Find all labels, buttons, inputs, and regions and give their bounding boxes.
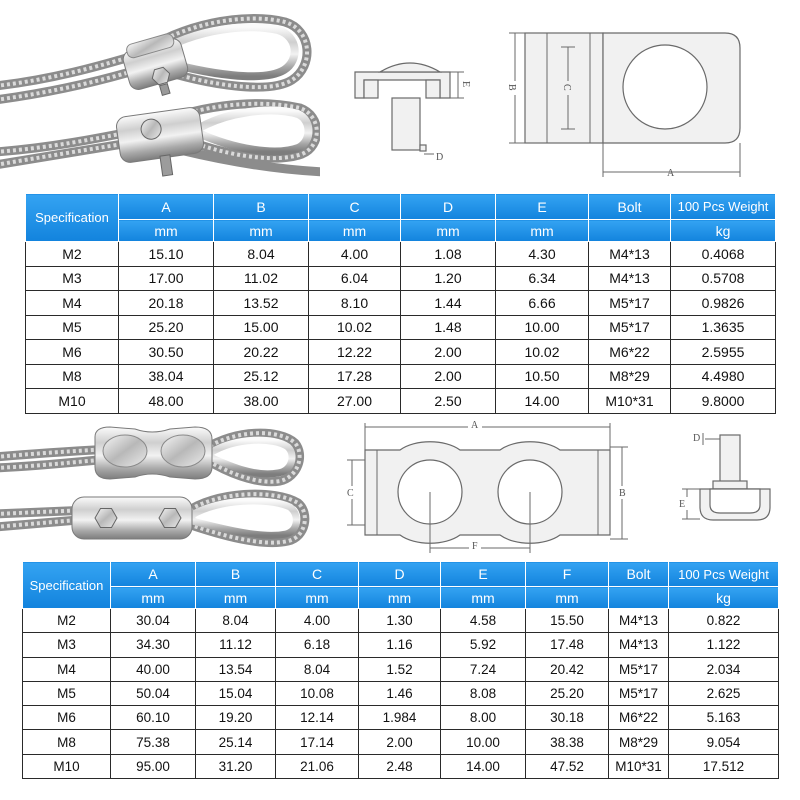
spec-cell: M6 — [26, 340, 119, 365]
weight-cell: 9.054 — [669, 730, 779, 754]
weight-cell: 5.163 — [669, 706, 779, 730]
spec-cell: M3 — [26, 266, 119, 291]
dimension-cell: 30.04 — [111, 609, 196, 633]
dimension-cell: 1.46 — [359, 681, 441, 705]
clip-cap-inner — [710, 489, 760, 513]
weight-cell: 0.822 — [669, 609, 779, 633]
column-header-c: C — [276, 562, 359, 587]
duplex-clip-photo — [0, 415, 320, 560]
dimension-cell: 6.18 — [276, 633, 359, 657]
table-row — [23, 706, 779, 730]
bolt-cell: M4*13 — [609, 633, 669, 657]
table-row — [26, 315, 776, 340]
spec-cell: M2 — [23, 609, 111, 633]
duplex-clip-spec-table — [22, 561, 779, 779]
saddle-left — [364, 80, 378, 98]
dimension-cell: 25.20 — [119, 315, 214, 340]
dimension-cell: 10.00 — [441, 730, 526, 754]
table-row — [23, 754, 779, 778]
unit-header: mm — [401, 220, 496, 242]
dimension-cell: 7.24 — [441, 657, 526, 681]
table-row — [23, 609, 779, 633]
specification-header: Specification — [23, 562, 111, 609]
dimension-cell: 4.00 — [276, 609, 359, 633]
spec-cell: M3 — [23, 633, 111, 657]
dimension-cell: 34.30 — [111, 633, 196, 657]
dimension-cell: 1.30 — [359, 609, 441, 633]
dimension-cell: 15.50 — [526, 609, 609, 633]
single-clip-side-drawing — [340, 50, 480, 175]
dimension-cell: 1.52 — [359, 657, 441, 681]
saddle-right — [426, 80, 440, 98]
dimension-cell: 1.08 — [401, 242, 496, 267]
bolt-cell: M4*13 — [609, 609, 669, 633]
dimension-cell: 12.22 — [309, 340, 401, 365]
dimension-cell: 8.04 — [276, 657, 359, 681]
dimension-cell: 11.12 — [196, 633, 276, 657]
weight-cell: 1.122 — [669, 633, 779, 657]
unit-header: mm — [359, 587, 441, 609]
dimension-cell: 14.00 — [441, 754, 526, 778]
unit-row — [23, 587, 779, 609]
weight-cell: 0.9826 — [671, 291, 776, 316]
table-row — [26, 291, 776, 316]
dimension-cell: 5.92 — [441, 633, 526, 657]
column-header-b: B — [196, 562, 276, 587]
unit-header: mm — [309, 220, 401, 242]
bolt-thread — [160, 84, 170, 96]
dimension-cell: 50.04 — [111, 681, 196, 705]
dimension-cell: 6.04 — [309, 266, 401, 291]
dimension-cell: 4.58 — [441, 609, 526, 633]
dimension-cell: 10.08 — [276, 681, 359, 705]
bolt-cell: M5*17 — [589, 315, 671, 340]
bolt-cell: M5*17 — [609, 681, 669, 705]
dimension-cell: 10.50 — [496, 364, 589, 389]
table-row — [26, 364, 776, 389]
dimension-label-c: C — [561, 84, 572, 91]
dimension-cell: 20.22 — [214, 340, 309, 365]
unit-header: mm — [111, 587, 196, 609]
weight-cell: 2.5955 — [671, 340, 776, 365]
column-header-d: D — [359, 562, 441, 587]
dimension-cell: 17.48 — [526, 633, 609, 657]
table-row — [26, 340, 776, 365]
weight-cell: 1.3635 — [671, 315, 776, 340]
unit-header: mm — [441, 587, 526, 609]
dimension-cell: 10.00 — [496, 315, 589, 340]
table-body — [26, 242, 776, 414]
dimension-cell: 8.10 — [309, 291, 401, 316]
hex-nut — [159, 509, 181, 528]
weight-cell: 0.5708 — [671, 266, 776, 291]
spec-cell: M4 — [23, 657, 111, 681]
header-row — [26, 194, 776, 220]
dimension-label-b: B — [506, 84, 517, 91]
bolt-cell: M8*29 — [609, 730, 669, 754]
unit-header — [589, 220, 671, 242]
upper-wire-rope-assembly — [0, 19, 307, 104]
single-clip-top-drawing — [505, 15, 750, 180]
table-row — [23, 730, 779, 754]
dimension-cell: 6.66 — [496, 291, 589, 316]
unit-header: mm — [119, 220, 214, 242]
weight-cell: 2.034 — [669, 657, 779, 681]
bolt-cell: M6*22 — [609, 706, 669, 730]
column-header-a: A — [111, 562, 196, 587]
bolt-stem — [392, 98, 420, 150]
unit-header: mm — [526, 587, 609, 609]
dimension-cell: 8.04 — [196, 609, 276, 633]
dimension-cell: 27.00 — [309, 389, 401, 414]
spec-cell: M4 — [26, 291, 119, 316]
column-header-b: B — [214, 194, 309, 220]
clip-dome — [161, 435, 205, 467]
column-header-bolt: Bolt — [589, 194, 671, 220]
dimension-cell: 2.00 — [359, 730, 441, 754]
table-row — [26, 389, 776, 414]
dimension-cell: 15.10 — [119, 242, 214, 267]
dimension-cell: 60.10 — [111, 706, 196, 730]
dimension-label-b: B — [619, 488, 626, 499]
dimension-cell: 4.00 — [309, 242, 401, 267]
dimension-cell: 40.00 — [111, 657, 196, 681]
single-clip-spec-table — [25, 193, 776, 414]
dimension-cell: 6.34 — [496, 266, 589, 291]
dimension-cell: 1.44 — [401, 291, 496, 316]
dimension-cell: 38.04 — [119, 364, 214, 389]
spec-cell: M10 — [26, 389, 119, 414]
unit-row — [26, 220, 776, 242]
specification-header: Specification — [26, 194, 119, 242]
lower-wire-rope-assembly — [0, 104, 320, 182]
dimension-cell: 20.18 — [119, 291, 214, 316]
dimension-label-d: D — [693, 433, 701, 444]
dimension-cell: 12.14 — [276, 706, 359, 730]
dimension-label-d: D — [436, 152, 444, 163]
clip-hole — [623, 45, 707, 129]
dimension-cell: 15.04 — [196, 681, 276, 705]
bolt-cell: M5*17 — [589, 291, 671, 316]
dimension-label-a: A — [667, 168, 675, 179]
spec-cell: M6 — [23, 706, 111, 730]
column-header-weight: 100 Pcs Weight — [669, 562, 779, 587]
bolt-cell: M4*13 — [589, 266, 671, 291]
column-header-a: A — [119, 194, 214, 220]
dimension-cell: 48.00 — [119, 389, 214, 414]
weight-cell: 0.4068 — [671, 242, 776, 267]
bolt-cell: M4*13 — [589, 242, 671, 267]
dimension-cell: 20.42 — [526, 657, 609, 681]
bolt-thread — [160, 155, 173, 176]
dimension-label-e: E — [679, 499, 686, 510]
unit-header: mm — [214, 220, 309, 242]
dimension-cell: 1.16 — [359, 633, 441, 657]
duplex-clip-top-drawing — [340, 415, 635, 560]
dimension-cell: 8.04 — [214, 242, 309, 267]
column-header-e: E — [441, 562, 526, 587]
duplex-clip-side-drawing — [675, 425, 780, 525]
dimension-cell: 2.48 — [359, 754, 441, 778]
dimension-cell: 75.38 — [111, 730, 196, 754]
dimension-cell: 25.14 — [196, 730, 276, 754]
dimension-cell: 2.50 — [401, 389, 496, 414]
column-header-c: C — [309, 194, 401, 220]
hex-nut — [95, 509, 117, 528]
bolt-stem — [720, 435, 740, 487]
table-row — [23, 657, 779, 681]
dimension-cell: 17.00 — [119, 266, 214, 291]
dimension-label-f: F — [472, 541, 478, 552]
spec-cell: M2 — [26, 242, 119, 267]
dimension-cell: 13.54 — [196, 657, 276, 681]
table-row — [23, 633, 779, 657]
dimension-cell: 10.02 — [496, 340, 589, 365]
unit-header: kg — [671, 220, 776, 242]
lower-duplex-assembly — [0, 494, 305, 542]
weight-cell: 17.512 — [669, 754, 779, 778]
dimension-cell: 38.38 — [526, 730, 609, 754]
table-row — [26, 242, 776, 267]
column-header-weight: 100 Pcs Weight — [671, 194, 776, 220]
dimension-cell: 8.00 — [441, 706, 526, 730]
column-header-f: F — [526, 562, 609, 587]
dimension-cell: 4.30 — [496, 242, 589, 267]
unit-header: kg — [669, 587, 779, 609]
dimension-cell: 8.08 — [441, 681, 526, 705]
header-row — [23, 562, 779, 587]
unit-header — [609, 587, 669, 609]
table-body — [23, 609, 779, 779]
bolt-cell: M8*29 — [589, 364, 671, 389]
dimension-cell: 38.00 — [214, 389, 309, 414]
dimension-label-a: A — [471, 420, 479, 431]
weight-cell: 4.4980 — [671, 364, 776, 389]
bolt-head — [713, 481, 747, 489]
dimension-label-c: C — [347, 488, 354, 499]
spec-cell: M10 — [23, 754, 111, 778]
table-row — [26, 266, 776, 291]
bolt-cell: M10*31 — [589, 389, 671, 414]
spec-cell: M5 — [23, 681, 111, 705]
dimension-cell: 10.02 — [309, 315, 401, 340]
wire-rope-clip — [115, 106, 207, 181]
spec-cell: M5 — [26, 315, 119, 340]
column-header-e: E — [496, 194, 589, 220]
clip-dome — [380, 63, 440, 72]
dimension-cell: 30.50 — [119, 340, 214, 365]
clip-dome — [103, 435, 147, 467]
dimension-cell: 17.14 — [276, 730, 359, 754]
spec-cell: M8 — [26, 364, 119, 389]
dimension-cell: 30.18 — [526, 706, 609, 730]
dimension-cell: 19.20 — [196, 706, 276, 730]
weight-cell: 2.625 — [669, 681, 779, 705]
dimension-cell: 95.00 — [111, 754, 196, 778]
table-row — [23, 681, 779, 705]
dimension-cell: 15.00 — [214, 315, 309, 340]
bolt-end — [420, 145, 426, 151]
dimension-cell: 17.28 — [309, 364, 401, 389]
bolt-cell: M10*31 — [609, 754, 669, 778]
column-header-bolt: Bolt — [609, 562, 669, 587]
dimension-cell: 25.12 — [214, 364, 309, 389]
dimension-cell: 2.00 — [401, 364, 496, 389]
dimension-cell: 1.984 — [359, 706, 441, 730]
unit-header: mm — [276, 587, 359, 609]
weight-cell: 9.8000 — [671, 389, 776, 414]
bolt-cell: M6*22 — [589, 340, 671, 365]
dimension-cell: 13.52 — [214, 291, 309, 316]
dimension-label-e: E — [460, 81, 471, 88]
dimension-cell: 21.06 — [276, 754, 359, 778]
dimension-cell: 25.20 — [526, 681, 609, 705]
column-header-d: D — [401, 194, 496, 220]
bolt-cell: M5*17 — [609, 657, 669, 681]
single-clip-photo — [0, 0, 320, 190]
dimension-cell: 2.00 — [401, 340, 496, 365]
dimension-cell: 14.00 — [496, 389, 589, 414]
dimension-cell: 47.52 — [526, 754, 609, 778]
dimension-cell: 31.20 — [196, 754, 276, 778]
dimension-cell: 1.48 — [401, 315, 496, 340]
unit-header: mm — [496, 220, 589, 242]
upper-duplex-assembly — [0, 427, 300, 482]
spec-cell: M8 — [23, 730, 111, 754]
dimension-cell: 11.02 — [214, 266, 309, 291]
unit-header: mm — [196, 587, 276, 609]
dimension-cell: 1.20 — [401, 266, 496, 291]
